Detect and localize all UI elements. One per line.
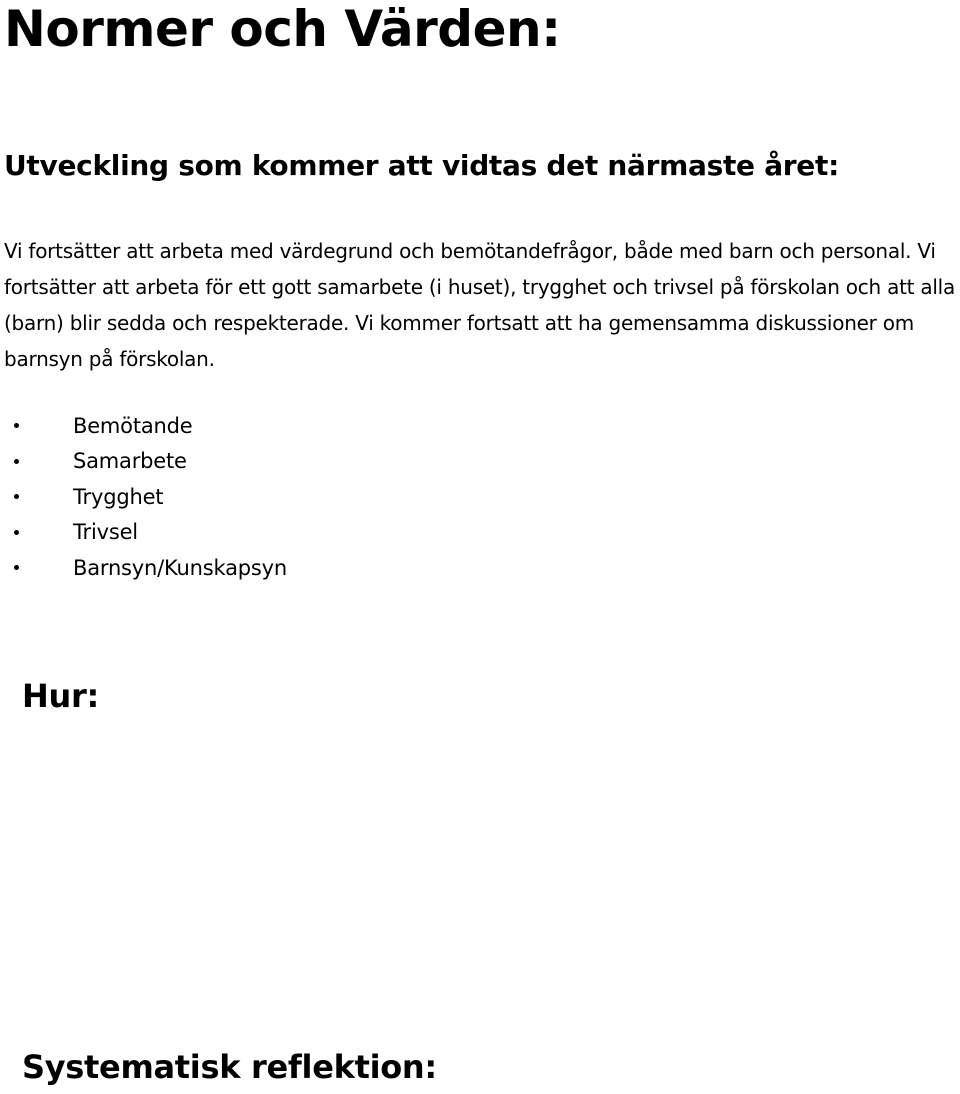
list-item-label: Bemötande xyxy=(73,413,193,438)
list-item xyxy=(14,550,287,586)
section-heading-systematisk-reflektion: Systematisk reflektion: xyxy=(22,1048,437,1086)
body-paragraph: Vi fortsätter att arbeta med värdegrund och bemötandefrågor, både med barn och personal. Vi fortsätter att arbeta för ett gott samarbete (i huset), trygghet och trivsel på förskolan och att alla (barn) blir sedda och respekterade. Vi kommer fortsatt att ha gemensamma diskussioner om barnsyn på förskolan. xyxy=(4,239,955,371)
development-subheading: Utveckling som kommer att vidtas det närmaste året: xyxy=(4,149,839,182)
bullet-icon xyxy=(14,494,19,499)
bullet-icon xyxy=(14,423,19,428)
list-item-label: Trygghet xyxy=(73,484,164,509)
list-item xyxy=(14,479,287,515)
list-item-label: Barnsyn/Kunskapsyn xyxy=(73,555,287,580)
bullet-icon xyxy=(14,565,19,570)
list-item xyxy=(14,408,287,444)
bullet-icon xyxy=(14,459,19,464)
list-item-label: Samarbete xyxy=(73,449,187,474)
list-item xyxy=(14,444,287,480)
page-title: Normer och Värden: xyxy=(4,0,561,58)
focus-area-list xyxy=(14,408,287,586)
list-item xyxy=(14,515,287,551)
list-item-label: Trivsel xyxy=(73,520,138,545)
section-heading-hur: Hur: xyxy=(22,677,99,715)
bullet-icon xyxy=(14,530,19,535)
